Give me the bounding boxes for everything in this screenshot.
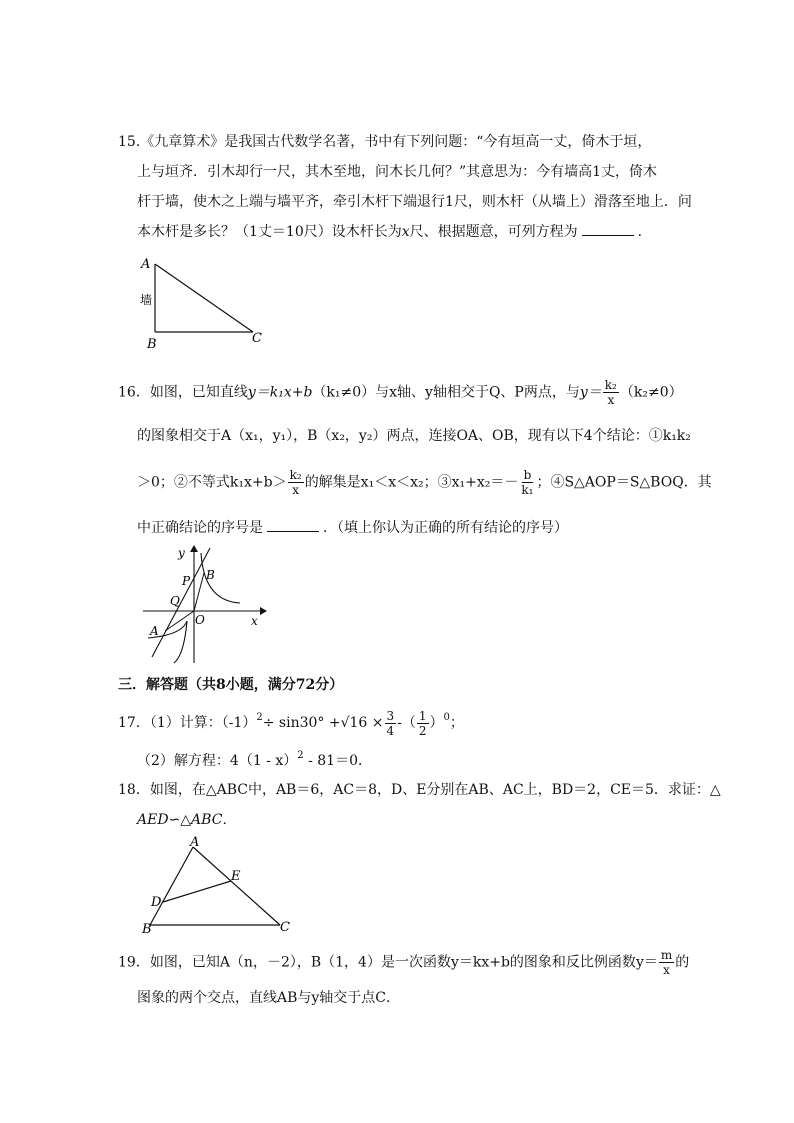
- q16-l3-b: 的解集是x₁＜x＜x₂；③x₁+x₂＝－: [304, 474, 519, 491]
- q16-line-2: 的图象相交于A（x₁，y₁），B（x₂，y₂）两点，连接OA、OB，现有以下4个结论：①k₁k₂: [137, 428, 691, 444]
- q17-l1-b: ÷ sin30° +√16 ×: [262, 715, 384, 731]
- q17-l2-exp: 2: [297, 750, 304, 761]
- q16-graph-figure: [138, 543, 268, 668]
- q15-line-1: 15.《九章算术》是我国古代数学名著，书中有下列问题：“今有垣高一丈，倚木于垣，: [118, 134, 652, 150]
- q16-l4-a: 中正确结论的序号是: [137, 520, 263, 536]
- q19-line-1: [118, 948, 689, 977]
- q18-label-A: A: [190, 835, 200, 850]
- q16-line-3: [137, 468, 712, 497]
- q18-label-B: B: [142, 922, 152, 933]
- q16-l1-a: 16．如图，已知直线: [118, 384, 248, 401]
- q17-l1-e: ；: [449, 715, 464, 731]
- q15-line-4-a: 本木杆是多长？（1丈＝10尺）设木杆长为: [137, 224, 402, 240]
- q18-label-E: E: [231, 869, 241, 884]
- q19-l1-b: 的: [675, 954, 690, 971]
- q16-frac-num-2: k₂: [289, 468, 302, 482]
- q19-frac-num: m: [660, 948, 673, 962]
- q16-label-B: B: [206, 568, 215, 582]
- section-3-heading: 三．解答题（共8小题，满分72分）: [118, 677, 344, 693]
- q17-exp-0: 0: [443, 712, 450, 723]
- q17-fraction-1-2: [417, 709, 429, 738]
- q16-line-1: [118, 378, 683, 407]
- q16-label-A: A: [150, 624, 159, 638]
- q16-fraction-k2-x-2: [288, 468, 304, 497]
- q16-frac-num: k₂: [604, 378, 617, 392]
- q16-l3-c: ；④S△AOP＝S△BOQ．其: [536, 474, 712, 491]
- q17-fraction-3-4: [385, 709, 397, 738]
- q15-label-C: C: [252, 331, 262, 346]
- q18-line-2: AED∽△ABC．: [137, 812, 237, 828]
- q19-fraction-m-x: [659, 948, 674, 977]
- q16-fraction-k2-x: [603, 378, 619, 407]
- q19-l1-y: y＝: [635, 954, 658, 971]
- q16-frac2-den: k₁: [521, 483, 534, 497]
- q16-line-equation: y＝k₁x+b: [247, 384, 313, 401]
- q16-l1-b: （k₁≠0）与x轴、y轴相交于Q、P两点，与: [312, 384, 580, 401]
- q16-label-x: x: [251, 614, 258, 628]
- q15-line-4-end: ．: [637, 224, 652, 240]
- q16-l1-y: y＝: [579, 384, 602, 401]
- q18-label-C: C: [280, 920, 290, 933]
- q19-frac-den: x: [663, 963, 670, 977]
- q17-exp-2: 2: [256, 712, 263, 723]
- q18-triangle-figure: [138, 833, 298, 933]
- q17-frac-den: 4: [386, 723, 395, 738]
- q17-frac-num: 3: [386, 708, 395, 723]
- q15-line-4-b: 尺、根据题意，可列方程为: [409, 224, 578, 240]
- q17-l1-d: ）: [429, 715, 444, 731]
- q15-label-wall: 墙: [140, 293, 153, 307]
- q17-line-2: [137, 746, 372, 771]
- q17-line-1: [118, 708, 464, 738]
- q15-answer-blank: [582, 223, 634, 236]
- q15-label-A: A: [141, 257, 151, 272]
- q16-label-P: P: [182, 574, 191, 588]
- q16-label-O: O: [195, 613, 205, 627]
- q16-frac2-num: b: [523, 468, 532, 482]
- q15-line-2: 上与垣齐．引木却行一尺，其木至地，问木长几何？”其意思为：今有墙高1丈，倚木: [137, 164, 658, 180]
- q16-l1-c: （k₂≠0）: [619, 384, 683, 401]
- q17-l2-b: - 81＝0．: [303, 753, 372, 769]
- q18-label-D: D: [151, 895, 162, 910]
- q15-line-3: 杆于墙，使木之上端与墙平齐，牵引木杆下端退行1尺，则木杆（从墙上）滑落至地上．问: [137, 194, 692, 210]
- q18-line-1: 18．如图，在△ABC中，AB＝6，AC＝8，D、E分别在AB、AC上，BD＝2，CE＝5．求证：△: [118, 782, 721, 798]
- q15-line-4: [137, 222, 652, 242]
- q15-var-x: x: [401, 224, 410, 240]
- q16-label-Q: Q: [170, 594, 180, 608]
- q16-l4-b: ．（填上你认为正确的所有结论的序号）: [323, 520, 568, 536]
- q16-frac-den: x: [607, 393, 615, 407]
- q16-line-4: [137, 518, 568, 538]
- q17-frac2-den: 2: [418, 723, 427, 738]
- q17-l1-a: 17．（1）计算：（-1）: [118, 715, 257, 731]
- q16-answer-blank: [267, 519, 319, 532]
- q19-line-2: 图象的两个交点，直线AB与y轴交于点C．: [137, 990, 401, 1006]
- q16-l3-a: ＞0；②不等式k₁x+b＞: [137, 474, 287, 491]
- q17-l1-c: -（: [397, 715, 416, 731]
- q17-l2-a: （2）解方程：4（1 - x）: [137, 753, 298, 769]
- q17-frac2-num: 1: [418, 708, 427, 723]
- q16-fraction-b-k1: [519, 468, 535, 497]
- q19-l1-a: 19．如图，已知A（n，－2），B（1，4）是一次函数y＝kx+b的图象和反比例函数: [118, 954, 636, 971]
- q16-frac-den-2: x: [292, 483, 300, 497]
- q16-label-y: y: [178, 546, 185, 560]
- q15-label-B: B: [147, 337, 157, 352]
- q15-triangle-figure: [135, 252, 275, 352]
